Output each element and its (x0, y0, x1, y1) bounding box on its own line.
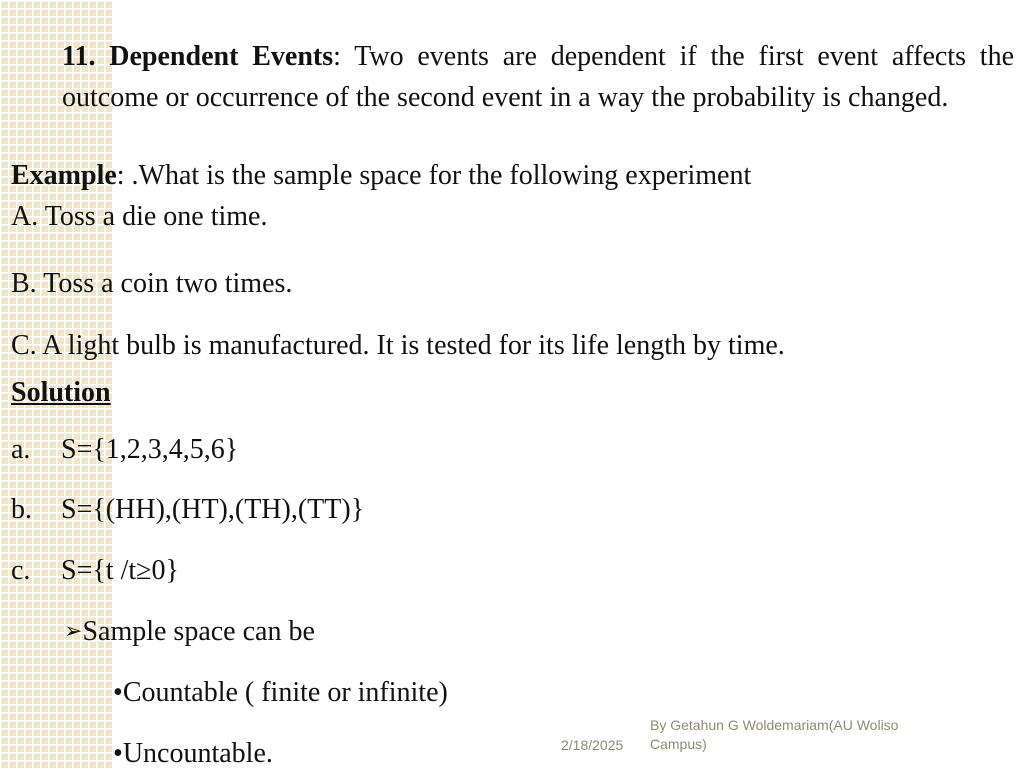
solution-item-a-text: S={1,2,3,4,5,6} (61, 434, 239, 465)
example-item-c: C. A light bulb is manufactured. It is tested for its life length by time. (11, 330, 785, 361)
example-item-b: B. Toss a coin two times. (11, 268, 293, 299)
sub-item-countable-text: Countable ( finite or infinite) (122, 677, 448, 708)
solution-item-a (11, 436, 238, 464)
footer-author (650, 716, 898, 754)
example-line (11, 162, 751, 190)
example-label: Example (11, 160, 117, 191)
arrow-bullet-icon: ➢ (64, 619, 83, 644)
solution-item-b (11, 496, 364, 524)
footer-author-line1: By Getahun G Woldemariam(AU Woliso (650, 717, 899, 733)
sub-item-uncountable-text: Uncountable. (122, 738, 273, 769)
example-text: : .What is the sample space for the following experiment (116, 160, 752, 191)
definition-paragraph (62, 36, 1014, 118)
bullet-icon: • (113, 677, 123, 708)
sample-space-note (64, 618, 315, 646)
footer-author-line2: Campus) (650, 736, 707, 752)
sub-item-countable (113, 679, 448, 707)
definition-text: : Two events are dependent if the first event affects the outcome or occurrence of the second event in a way the probability is changed. (62, 41, 1014, 113)
footer-date: 2/18/2025 (561, 737, 624, 753)
solution-item-b-label: b. (11, 494, 32, 525)
solution-heading: Solution (11, 377, 111, 408)
definition-term: Dependent Events (109, 41, 334, 72)
example-item-a: A. Toss a die one time. (11, 201, 268, 232)
sub-item-uncountable (113, 740, 273, 768)
definition-number: 11. (62, 41, 96, 72)
solution-item-b-text: S={(HH),(HT),(TH),(TT)} (61, 494, 365, 525)
solution-item-a-label: a. (11, 434, 31, 465)
sample-space-note-text: Sample space can be (82, 616, 315, 647)
solution-item-c-text: S={t /t≥0} (61, 555, 179, 586)
solution-item-c (11, 557, 179, 585)
solution-item-c-label: c. (11, 555, 31, 586)
bullet-icon: • (113, 738, 123, 769)
